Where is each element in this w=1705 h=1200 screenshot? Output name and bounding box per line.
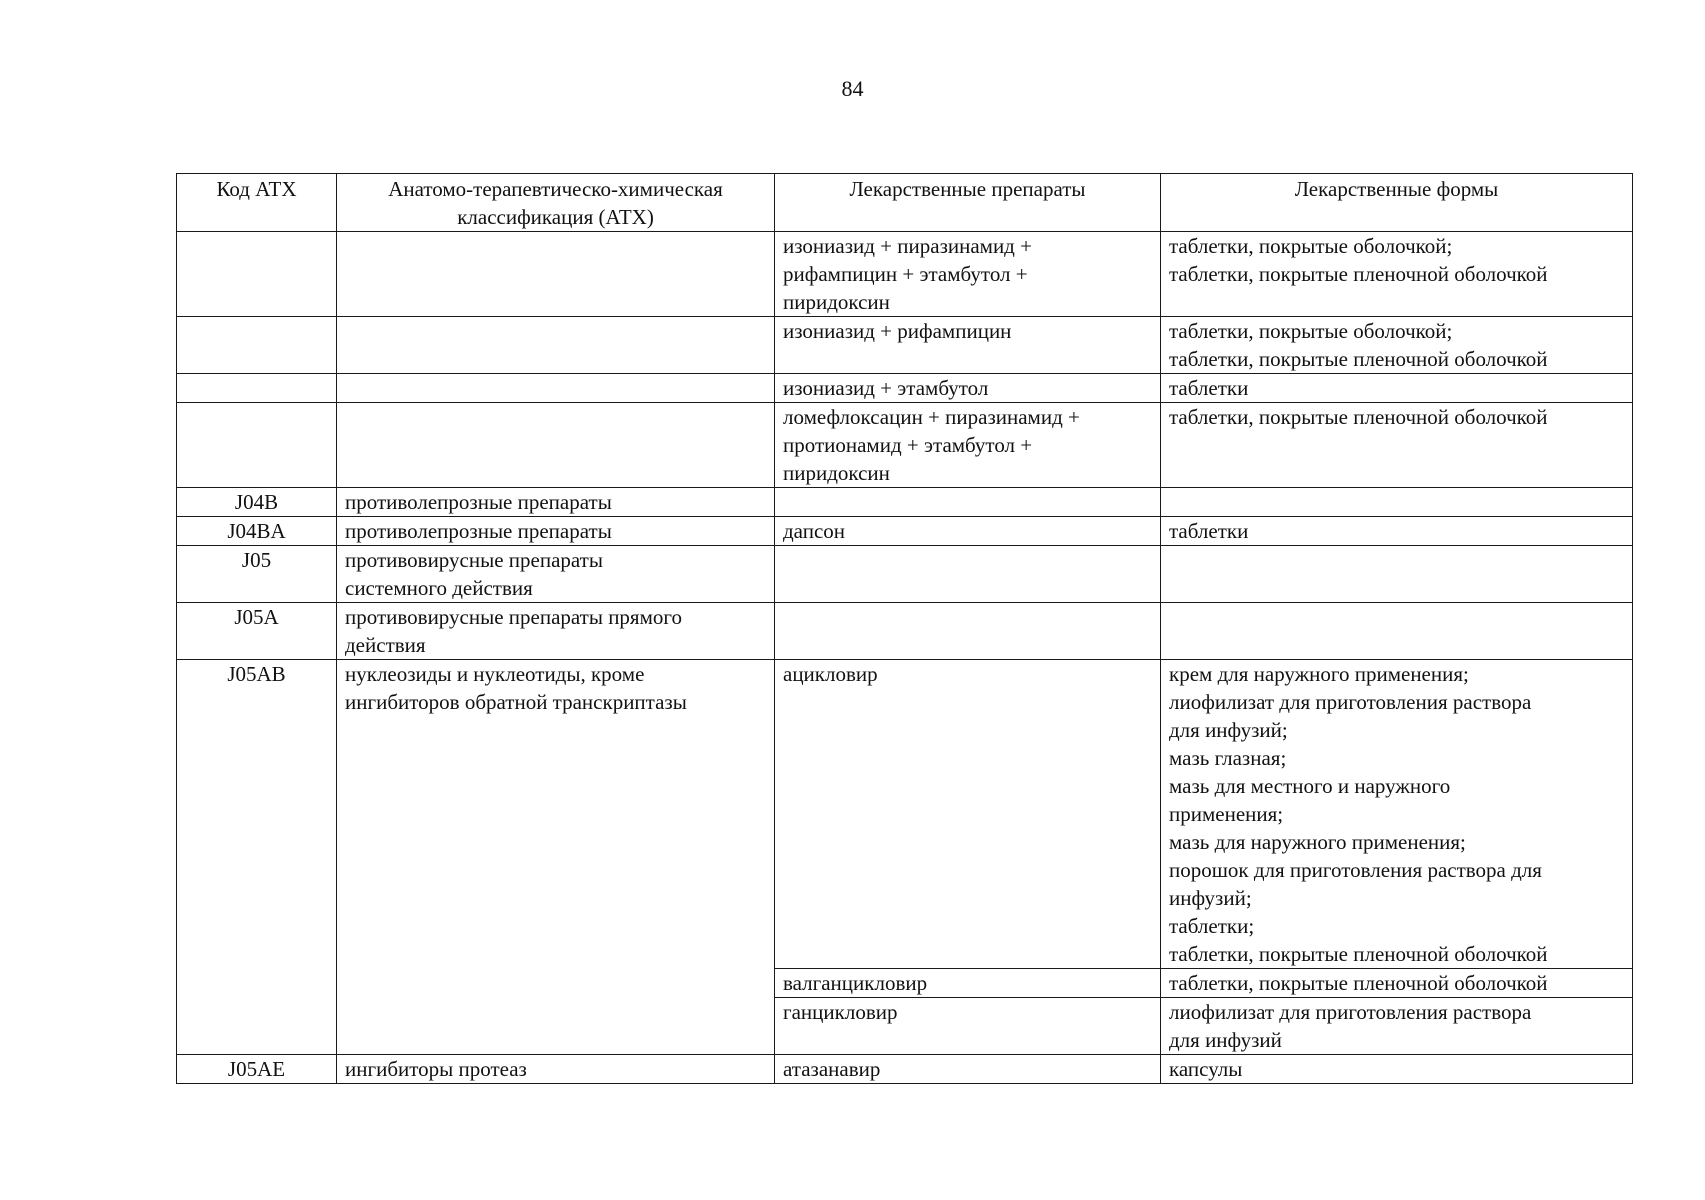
table-row <box>177 546 1633 603</box>
drug-cell: валганцикловир <box>775 969 1161 998</box>
drug-cell <box>775 603 1161 660</box>
code-cell: J05 <box>177 546 337 603</box>
code-cell: J05AE <box>177 1055 337 1084</box>
drug-cell <box>775 488 1161 517</box>
forms-cell: таблетки <box>1161 517 1633 546</box>
drug-cell <box>775 546 1161 603</box>
forms-cell: таблетки, покрытые пленочной оболочкой <box>1161 403 1633 488</box>
drug-cell: ломефлоксацин + пиразинамид + протионамид + этамбутол + пиридоксин <box>775 403 1161 488</box>
drug-cell: изониазид + рифампицин <box>775 317 1161 374</box>
forms-cell <box>1161 603 1633 660</box>
drug-cell: изониазид + пиразинамид + рифампицин + этамбутол + пиридоксин <box>775 232 1161 317</box>
table-row <box>177 403 1633 488</box>
classification-cell <box>337 232 775 317</box>
code-cell <box>177 317 337 374</box>
code-cell: J04BA <box>177 517 337 546</box>
code-cell: J05AB <box>177 660 337 1055</box>
forms-cell: крем для наружного применения; лиофилизат для приготовления раствора для инфузий; мазь глазная; мазь для местного и наружного применения; мазь для наружного применения; порошок для приготовления раствора для инфузий; таблетки; таблетки, покрытые пленочной оболочкой <box>1161 660 1633 969</box>
code-cell: J04B <box>177 488 337 517</box>
drug-cell: изониазид + этамбутол <box>775 374 1161 403</box>
header-drugs: Лекарственные препараты <box>775 174 1161 232</box>
forms-cell: таблетки, покрытые оболочкой; таблетки, покрытые пленочной оболочкой <box>1161 317 1633 374</box>
classification-cell: противолепрозные препараты <box>337 517 775 546</box>
code-cell <box>177 232 337 317</box>
forms-cell: капсулы <box>1161 1055 1633 1084</box>
forms-cell: таблетки, покрытые оболочкой; таблетки, покрытые пленочной оболочкой <box>1161 232 1633 317</box>
classification-cell <box>337 374 775 403</box>
table-row <box>177 488 1633 517</box>
forms-cell <box>1161 546 1633 603</box>
drug-cell: ацикловир <box>775 660 1161 969</box>
code-cell <box>177 374 337 403</box>
table-row <box>177 374 1633 403</box>
atx-table <box>176 173 1633 1084</box>
classification-cell <box>337 317 775 374</box>
table-row <box>177 232 1633 317</box>
table-row <box>177 317 1633 374</box>
drug-cell: атазанавир <box>775 1055 1161 1084</box>
forms-cell <box>1161 488 1633 517</box>
header-forms: Лекарственные формы <box>1161 174 1633 232</box>
table-header-row <box>177 174 1633 232</box>
forms-cell: таблетки, покрытые пленочной оболочкой <box>1161 969 1633 998</box>
classification-cell: противовирусные препараты прямого действия <box>337 603 775 660</box>
code-cell <box>177 403 337 488</box>
table-row <box>177 1055 1633 1084</box>
classification-cell <box>337 403 775 488</box>
forms-cell: лиофилизат для приготовления раствора для инфузий <box>1161 998 1633 1055</box>
forms-cell: таблетки <box>1161 374 1633 403</box>
classification-cell: нуклеозиды и нуклеотиды, кроме ингибиторов обратной транскриптазы <box>337 660 775 1055</box>
page-number: 84 <box>841 76 864 101</box>
classification-cell: ингибиторы протеаз <box>337 1055 775 1084</box>
classification-cell: противовирусные препараты системного действия <box>337 546 775 603</box>
table-row <box>177 660 1633 969</box>
drug-cell: ганцикловир <box>775 998 1161 1055</box>
table-row <box>177 603 1633 660</box>
header-classification: Анатомо-терапевтическо-химическая классификация (АТХ) <box>337 174 775 232</box>
code-cell: J05A <box>177 603 337 660</box>
classification-cell: противолепрозные препараты <box>337 488 775 517</box>
drug-cell: дапсон <box>775 517 1161 546</box>
header-code: Код АТХ <box>177 174 337 232</box>
table-row <box>177 517 1633 546</box>
